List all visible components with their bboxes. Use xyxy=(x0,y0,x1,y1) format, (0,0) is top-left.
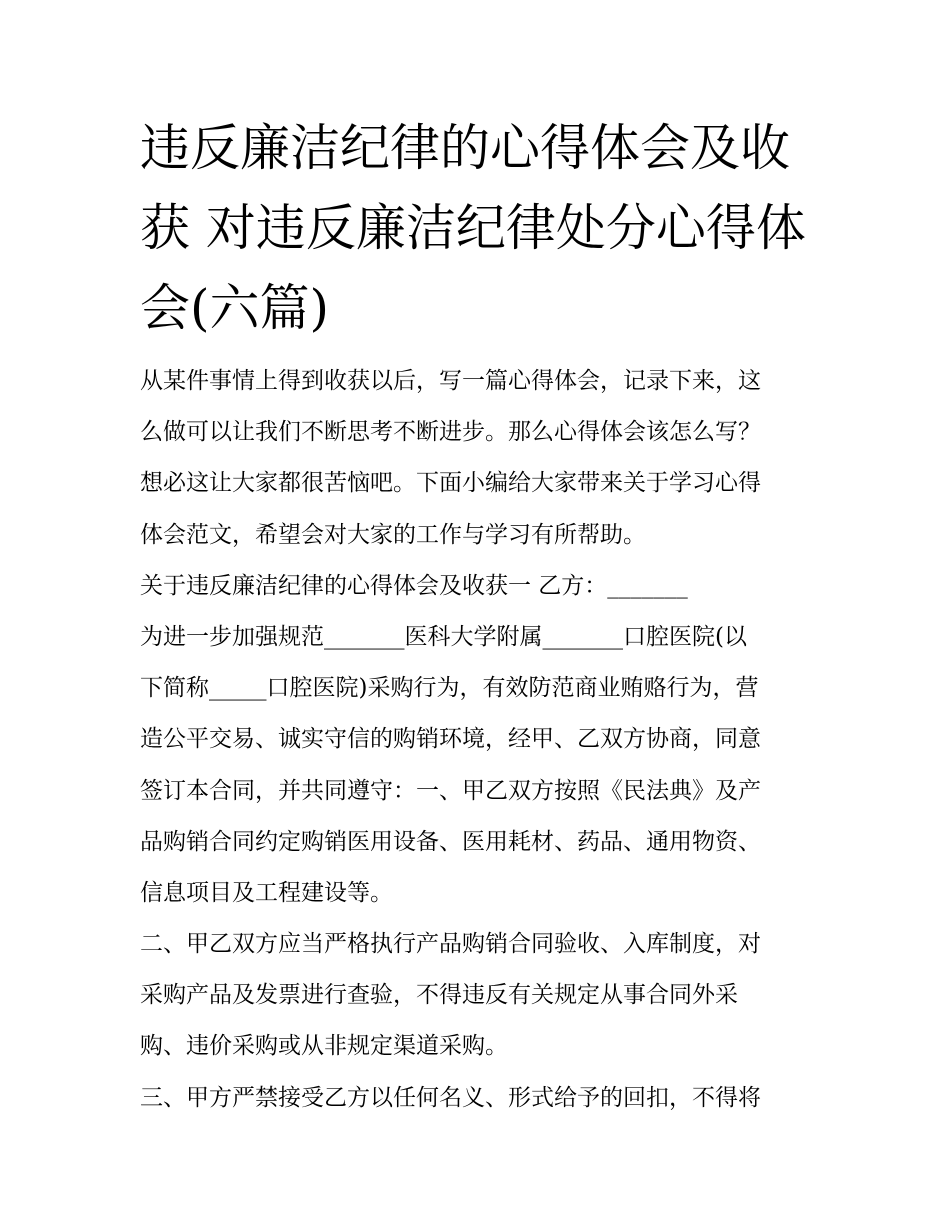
body-line: 体会范文，希望会对大家的工作与学习有所帮助。 xyxy=(140,521,646,548)
body-line: 信息项目及工程建设等。 xyxy=(140,879,393,906)
body-line: 签订本合同，并共同遵守：一、甲乙双方按照《民法典》及产 xyxy=(140,777,761,804)
body-line: 为进一步加强规范_______医科大学附属_______口腔医院(以 xyxy=(140,623,747,650)
document-body xyxy=(140,356,820,1124)
body-line: 采购产品及发票进行查验，不得违反有关规定从事合同外采 xyxy=(140,982,738,1009)
title-line-2: 获 对违反廉洁纪律处分心得体 xyxy=(140,199,806,257)
body-line: 想必这让大家都很苦恼吧。下面小编给大家带来关于学习心得 xyxy=(140,470,761,497)
body-line: 造公平交易、诚实守信的购销环境，经甲、乙双方协商，同意 xyxy=(140,726,761,753)
body-line: 二、甲乙双方应当严格执行产品购销合同验收、入库制度，对 xyxy=(140,931,761,958)
body-line: 关于违反廉洁纪律的心得体会及收获一 乙方：_______ xyxy=(140,572,688,599)
document-title xyxy=(140,108,820,348)
title-line-1: 违反廉洁纪律的心得体会及收 xyxy=(140,119,790,177)
body-line: 从某件事情上得到收获以后，写一篇心得体会，记录下来，这 xyxy=(140,368,761,394)
body-line: 购、违价采购或从非规定渠道采购。 xyxy=(140,1033,508,1060)
body-line: 下简称_____口腔医院)采购行为，有效防范商业贿赂行为，营 xyxy=(140,675,759,702)
body-line: 三、甲方严禁接受乙方以任何名义、形式给予的回扣，不得将 xyxy=(140,1084,761,1111)
body-line: 么做可以让我们不断思考不断进步。那么心得体会该怎么写？ xyxy=(140,419,761,446)
body-line: 品购销合同约定购销医用设备、医用耗材、药品、通用物资、 xyxy=(140,828,761,855)
title-line-3: 会(六篇) xyxy=(140,279,330,337)
